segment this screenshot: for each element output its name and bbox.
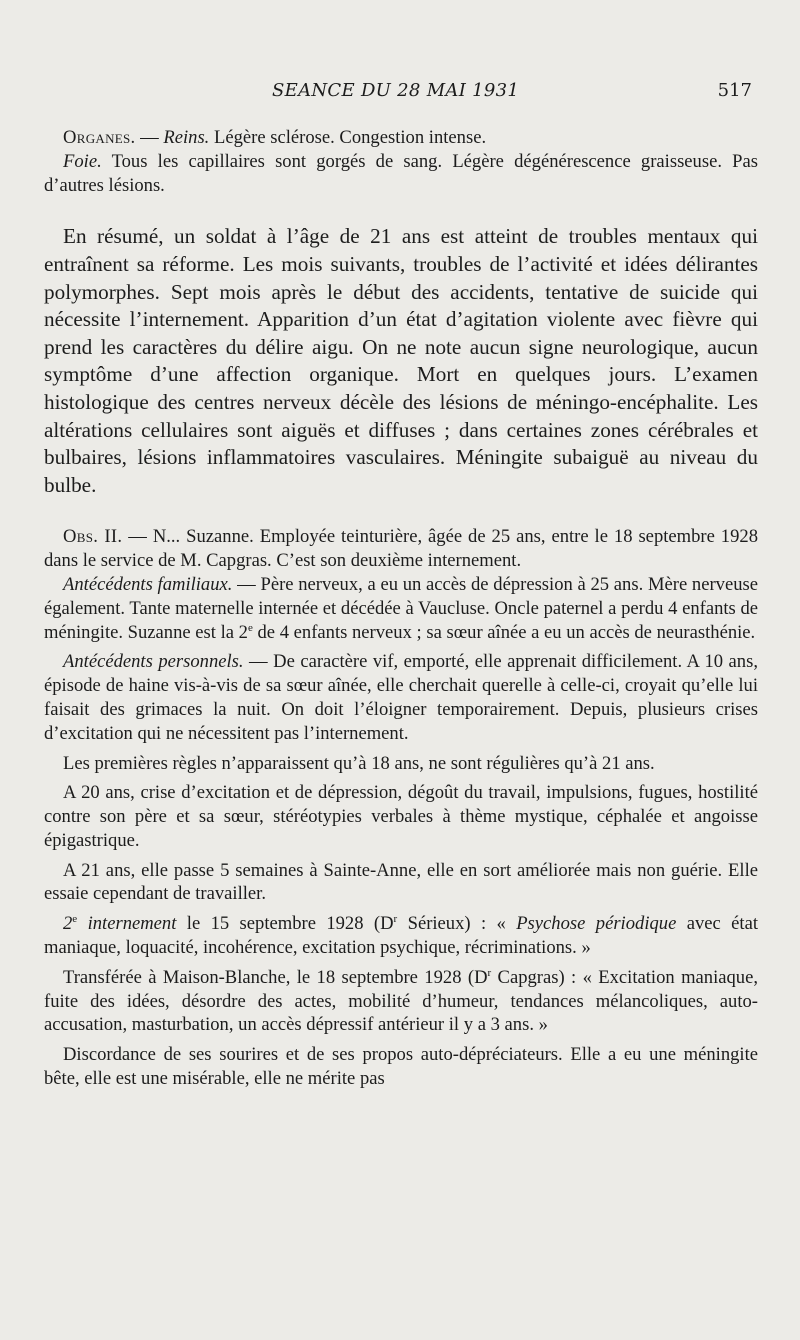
obs-label: Obs. II. xyxy=(63,526,123,548)
organes-label: Organes. xyxy=(63,127,136,148)
fam-text2: de 4 enfants nerveux ; sa sœur aînée a eu un accès de neurasthénie. xyxy=(252,621,756,643)
paragraph-internement xyxy=(44,912,758,960)
paragraph-foie xyxy=(44,150,758,198)
transfer-text1: Transférée à Maison-Blanche, le 18 septembre 1928 (D xyxy=(63,966,488,988)
intern-sup: e xyxy=(72,913,78,926)
paragraph-21-ans: A 21 ans, elle passe 5 semaines à Sainte-Anne, elle en sort améliorée mais non guérie. Elle essaie cependant de travailler. xyxy=(44,859,758,905)
organes-sep: — xyxy=(135,127,164,148)
transfer-dsup: r xyxy=(487,966,492,979)
paragraph-discordance: Discordance de ses sourires et de ses propos auto-dépréciateurs. Elle a eu une méningite bête, elle est une misérable, elle ne mérite pas xyxy=(44,1044,758,1090)
intern-diagnosis: Psychose périodique xyxy=(516,913,677,935)
reins-label: Reins. xyxy=(163,127,210,148)
transfer-text2: Capgras) : « Excitation maniaque, fuite des idées, désordre des actes, mobilité d’humeur, tendances mélancoliques, auto-accusation, masturbation, un accès dépressif antérieur il y a 3 ans. » xyxy=(44,966,758,1036)
fam-sup: e xyxy=(247,621,253,634)
foie-label: Foie. xyxy=(63,150,102,172)
paragraph-antecedents-personnels xyxy=(44,650,758,745)
organes-text: Légère sclérose. Congestion intense. xyxy=(209,127,487,148)
paragraph-organes xyxy=(44,126,758,150)
pers-label: Antécédents personnels. xyxy=(63,651,244,673)
fam-text: — Père nerveux, a eu un accès de dépression à 25 ans. Mère nerveuse également. Tante maternelle internée et décédée à Vaucluse. Oncle paternel a perdu 4 enfants de méningite. Suzanne est la 2 xyxy=(44,573,758,643)
page-number: 517 xyxy=(717,80,752,101)
paragraph-20-ans: A 20 ans, crise d’excitation et de dépression, dégoût du travail, impulsions, fugues, hostilité contre son père et sa sœur, stéréotypies verbales à thème mystique, céphalée et angoisse épigastrique. xyxy=(44,782,758,851)
intern-num: 2 xyxy=(63,913,73,935)
intern-text2: Sérieux) : « xyxy=(397,913,517,935)
intern-dsup: r xyxy=(393,913,398,926)
paragraph-antecedents-familiaux xyxy=(44,573,758,644)
pers-text: — De caractère vif, emporté, elle apprenait difficilement. A 10 ans, épisode de haine vis-à-vis de sa sœur aînée, elle cherchait querelle à celle-ci, croyait qu’elle lui faisait des grimaces la nuit. On doit l’éloigner temporairement. Depuis, plusieurs crises d’excitation qui ne nécessitent pas l’internement. xyxy=(44,651,758,744)
running-header xyxy=(64,80,754,108)
intern-text1: le 15 septembre 1928 (D xyxy=(176,913,394,935)
summary-paragraph: En résumé, un soldat à l’âge de 21 ans est atteint de troubles mentaux qui entraînent sa réforme. Les mois suivants, troubles de l’activité et idées délirantes polymorphes. Sept mois après le début des accidents, tentative de suicide qui nécessite l’internement. Apparition d’un état d’agitation violente avec fièvre qui prend les caractères du délire aigu. On ne note aucun signe neurologique, aucun symptôme d’une affection organique. Mort en quelques jours. L’examen histologique des centres nerveux décèle des lésions de méningo-encéphalite. Les altérations cellulaires sont aiguës et diffuses ; dans certaines zones cérébrales et bulbaires, lésions inflammatoires vasculaires. Méningite subaiguë au niveau du bulbe. xyxy=(44,224,758,497)
obs-text: — N... Suzanne. Employée teinturière, âgée de 25 ans, entre le 18 septembre 1928 dans le service de M. Capgras. C’est son deuxième internement. xyxy=(44,526,758,572)
header-title: SEANCE DU 28 MAI 1931 xyxy=(272,80,520,101)
paragraph-obs xyxy=(44,525,758,573)
foie-text: Tous les capillaires sont gorgés de sang. Légère dégénérescence graisseuse. Pas d’autres lésions. xyxy=(44,150,758,196)
text-body xyxy=(44,126,758,1091)
fam-label: Antécédents familiaux. xyxy=(63,573,233,595)
paragraph-regles: Les premières règles n’apparaissent qu’à 18 ans, ne sont régulières qu’à 21 ans. xyxy=(63,752,655,774)
paragraph-transfer xyxy=(44,966,758,1037)
intern-label: internement xyxy=(77,913,177,935)
intern-text3: avec état maniaque, loquacité, incohérence, excitation psychique, récriminations. » xyxy=(44,913,758,959)
